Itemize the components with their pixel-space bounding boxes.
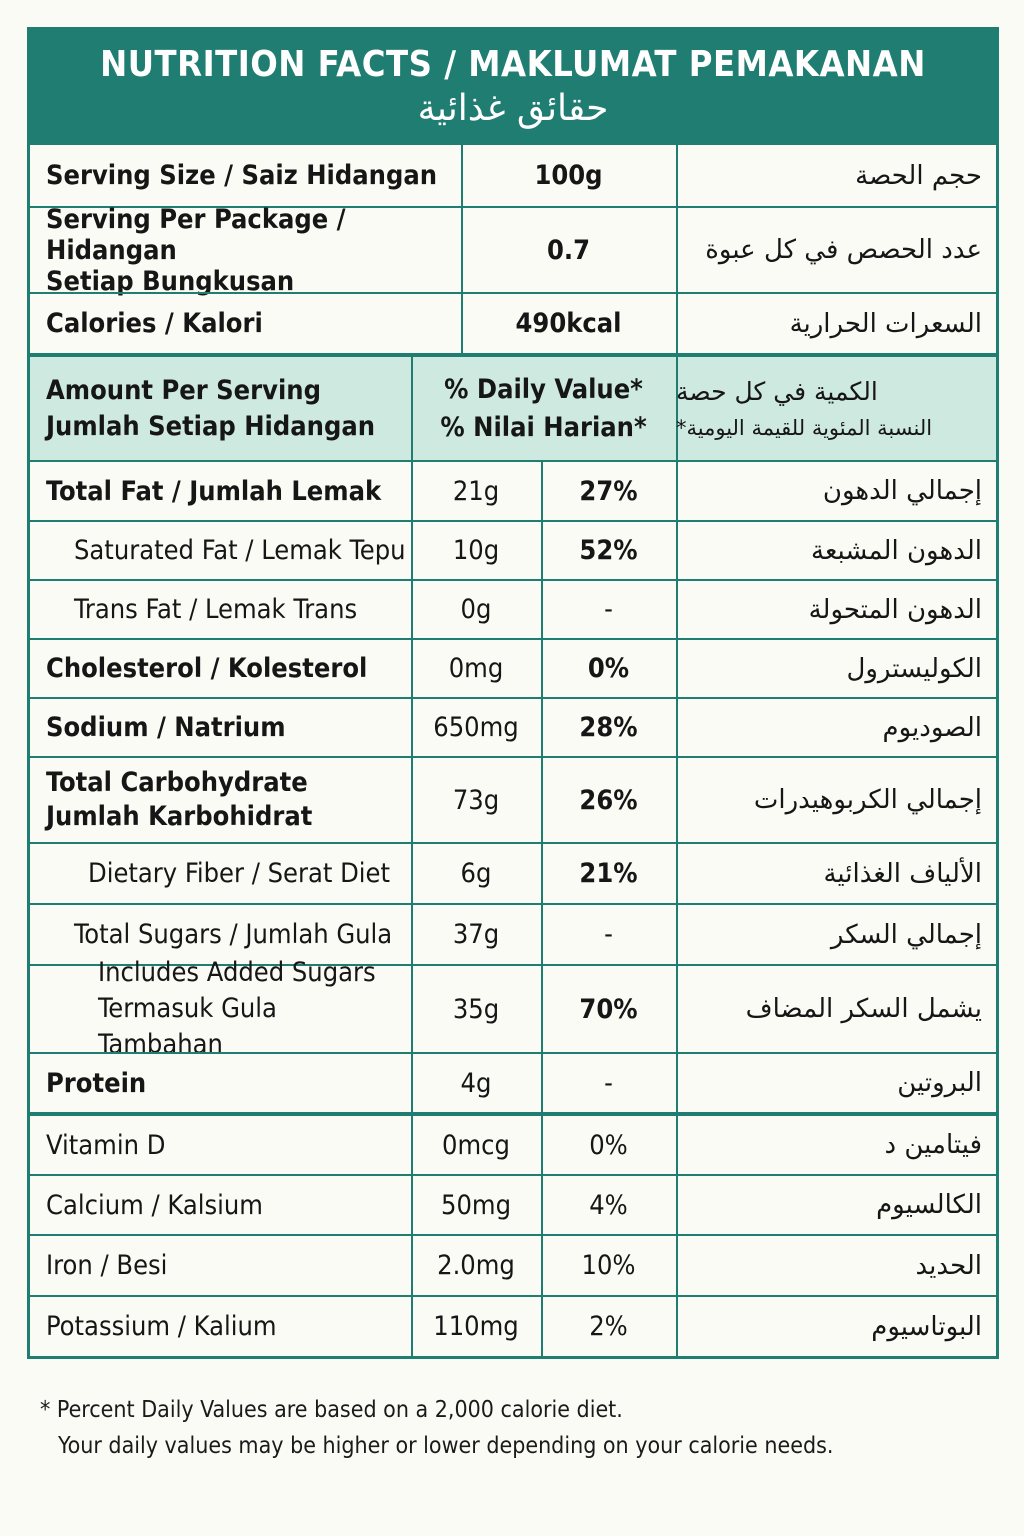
cholesterol-dv: 0% [587,653,630,684]
protein-amount: 4g [460,1067,492,1099]
total-fat-label: Total Fat / Jumlah Lemak [46,475,382,507]
potassium-dv: 2% [589,1311,628,1342]
calories-label: Calories / Kalori [46,308,263,339]
trans-fat-amount: 0g [460,594,492,625]
total-fat-amount: 21g [452,475,500,507]
saturated-fat-arabic: الدهون المشبعة [811,535,982,566]
vitamin-d-amount: 0mcg [442,1129,510,1161]
iron-amount: 2.0mg [437,1250,515,1281]
saturated-fat-dv: 52% [579,535,638,566]
amount-per-serving-line1: Amount Per Serving [46,374,321,406]
nutrient-row-sodium [30,697,996,756]
potassium-label: Potassium / Kalium [46,1311,277,1342]
serving-size-row [30,143,996,206]
saturated-fat-label: Saturated Fat / Lemak Tepu [74,535,406,566]
calcium-dv: 4% [589,1189,628,1221]
daily-value-line1: % Daily Value* [444,373,643,405]
trans-fat-dv: - [604,594,613,625]
title-arabic: حقائق غذائية [417,88,609,129]
total-sugars-arabic: إجمالي السكر [830,919,982,950]
servings-per-package-value: 0.7 [546,234,591,266]
nutrition-header [30,30,996,143]
calories-arabic: السعرات الحرارية [789,308,982,339]
dietary-fiber-dv: 21% [579,858,638,889]
calcium-label: Calcium / Kalsium [46,1189,263,1221]
amount-per-serving-label [46,357,406,460]
nutrient-row-added-sugars [30,957,996,1060]
amount-per-serving-line2: Jumlah Setiap Hidangan [46,410,376,442]
added-sugars-arabic: يشمل السكر المضاف [745,994,982,1024]
footnote-line1: * Percent Daily Values are based on a 2,000 calorie diet. [40,1397,623,1423]
protein-arabic: البروتين [897,1068,982,1098]
sodium-label: Sodium / Natrium [46,712,286,743]
serving-size-arabic: حجم الحصة [855,160,982,191]
saturated-fat-amount: 10g [452,535,500,566]
total-fat-arabic: إجمالي الدهون [822,476,982,506]
amount-per-serving-header [30,353,996,460]
sodium-dv: 28% [579,712,638,743]
calories-value: 490kcal [515,308,622,339]
nutrient-row-total-fat [30,460,996,520]
added-sugars-amount: 35g [452,993,500,1025]
serving-size-value: 100g [534,160,603,191]
nutrient-row-cholesterol [30,638,996,697]
vitamin-d-label: Vitamin D [46,1129,166,1161]
vitamin-d-arabic: فيتامين د [884,1130,982,1160]
added-sugars-line1: Includes Added Sugars [98,957,376,988]
calcium-arabic: الكالسيوم [876,1190,982,1220]
cholesterol-label: Cholesterol / Kolesterol [46,653,368,684]
vitamin-row-potassium [30,1295,996,1356]
servings-per-package-label [46,203,456,297]
cholesterol-arabic: الكوليسترول [846,653,982,684]
footnote [40,1392,833,1464]
added-sugars-dv: 70% [579,993,638,1025]
potassium-amount: 110mg [433,1311,519,1342]
footnote-line2: Your daily values may be higher or lower depending on your calorie needs. [58,1433,834,1459]
dietary-fiber-arabic: الألياف الغذائية [823,858,982,889]
vitamin-d-dv: 0% [589,1129,628,1161]
iron-label: Iron / Besi [46,1250,168,1281]
calories-row [30,292,996,353]
iron-dv: 10% [581,1250,636,1281]
nutrition-facts-panel [27,27,999,1359]
cholesterol-amount: 0mg [448,653,504,684]
amount-header-arabic [676,357,982,460]
sodium-arabic: الصوديوم [882,712,982,743]
protein-label: Protein [46,1067,147,1099]
serving-size-label: Serving Size / Saiz Hidangan [46,160,438,191]
nutrient-row-saturated-fat [30,520,996,579]
total-sugars-label: Total Sugars / Jumlah Gula [74,919,393,950]
servings-per-package-arabic: عدد الحصص في كل عبوة [705,235,982,265]
total-carbohydrate-arabic: إجمالي الكربوهيدرات [753,785,982,815]
trans-fat-arabic: الدهون المتحولة [808,594,982,625]
vitamin-row-vitamin-d [30,1112,996,1174]
total-carbohydrate-label [46,758,406,842]
nutrient-row-trans-fat [30,579,996,638]
total-sugars-dv: - [604,919,613,950]
servings-per-package-label-line2: Setiap Bungkusan [46,265,295,297]
added-sugars-line2: Termasuk Gula Tambahan [98,993,277,1060]
iron-arabic: الحديد [915,1250,982,1281]
title-english: NUTRITION FACTS / MAKLUMAT PEMAKANAN [100,44,926,85]
daily-value-header [411,357,676,460]
daily-value-line2: % Nilai Harian* [440,411,647,443]
total-carbohydrate-line1: Total Carbohydrate [46,767,308,798]
nutrient-row-total-carbohydrate [30,756,996,842]
nutrient-row-protein [30,1052,996,1112]
servings-per-package-row [30,203,996,297]
total-carbohydrate-dv: 26% [579,784,638,816]
total-carbohydrate-amount: 73g [452,784,500,816]
amount-header-arabic-line1: الكمية في كل حصة [676,376,878,406]
sodium-amount: 650mg [433,712,519,743]
total-carbohydrate-line2: Jumlah Karbohidrat [46,801,313,832]
calcium-amount: 50mg [441,1189,511,1221]
dietary-fiber-amount: 6g [460,858,492,889]
vitamin-row-iron [30,1234,996,1295]
potassium-arabic: البوتاسيوم [871,1311,982,1342]
dietary-fiber-label: Dietary Fiber / Serat Diet [88,858,390,889]
trans-fat-label: Trans Fat / Lemak Trans [74,594,358,625]
vitamin-row-calcium [30,1174,996,1234]
total-fat-dv: 27% [579,475,638,507]
nutrient-row-dietary-fiber [30,842,996,903]
amount-header-arabic-line2: النسبة المئوية للقيمة اليومية* [676,415,933,440]
total-sugars-amount: 37g [452,919,500,950]
added-sugars-label [98,957,409,1060]
servings-per-package-label-line1: Serving Per Package / Hidangan [46,203,346,266]
protein-dv: - [604,1067,613,1099]
